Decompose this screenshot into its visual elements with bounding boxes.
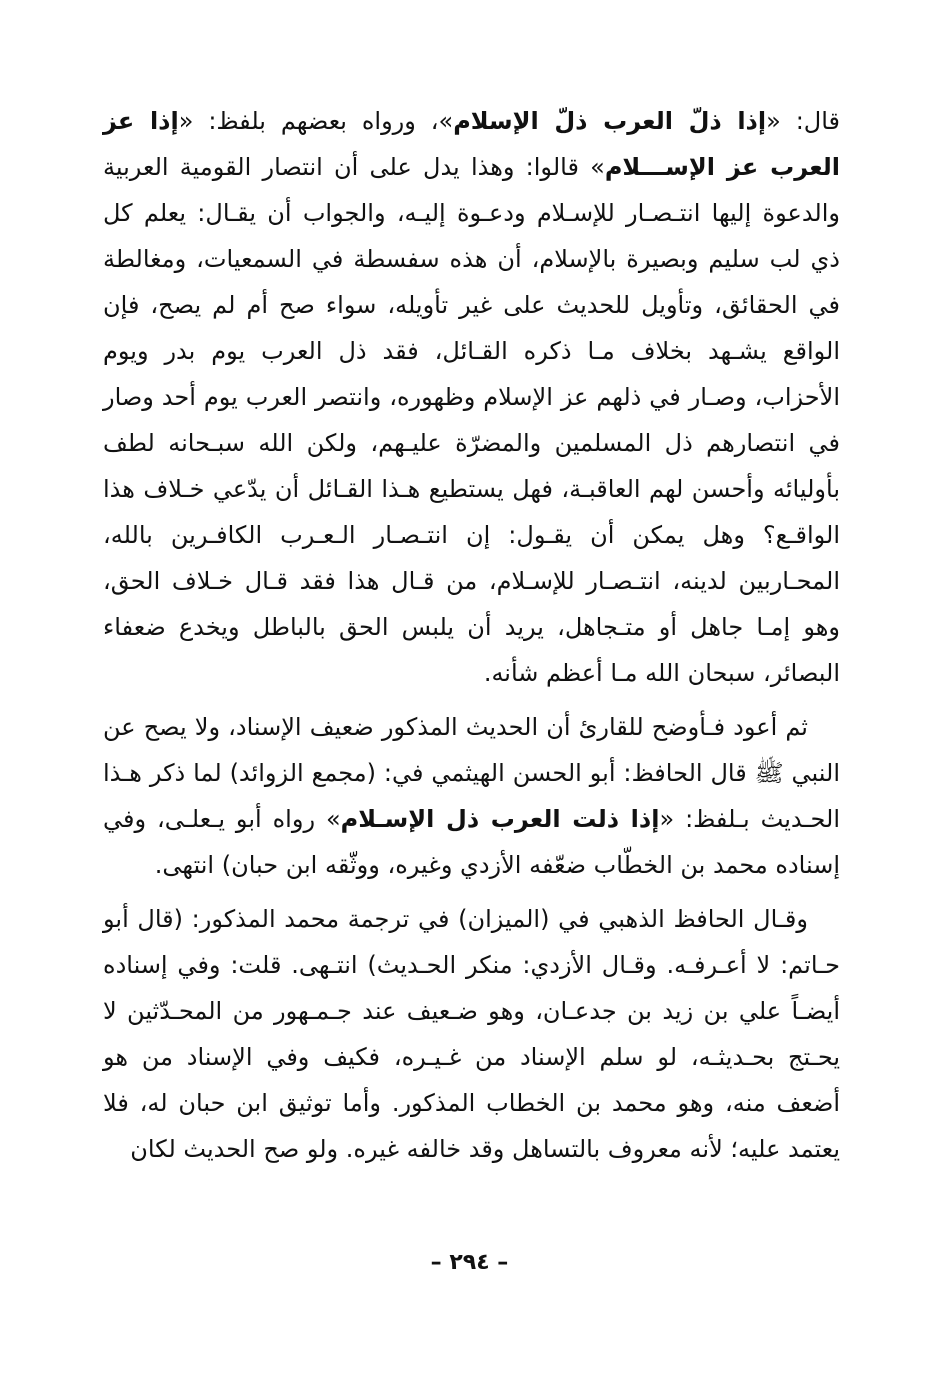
paragraph <box>103 896 840 1172</box>
paragraph <box>103 98 840 696</box>
body-text: قال: « <box>766 107 841 135</box>
hadith-quote-text: إذا ذلّ العرب ذلّ الإسلام <box>453 107 767 135</box>
hadith-quote-text: إذا عز العرب عز الإســـلام <box>103 107 840 181</box>
hadith-quote-text: إذا ذلت العرب ذل الإسـلام <box>340 805 660 833</box>
page-body-text <box>103 98 840 1172</box>
body-text: ثم أعود فـأوضح للقارئ أن الحديث المذكور ضعيف الإسناد، ولا يصح عن النبي ﷺ قال الحافظ: أبو الحسن الهيثمي في: (مجمع الزوائد) لما ذكر هـذا الحـديث بـلفظ: « <box>103 713 840 833</box>
body-text: وقـال الحافظ الذهبي في (الميزان) في ترجمة محمد المذكور: (قال أبو حـاتم: لا أعـرفـه. وقـال الأزدي: منكر الحـديث) انتـهى. قلت: وفي إسناده أيضـاً علي بن زيد بن جدعـان، وهو ضـعيف عند جـمـهور من المحـدّثين لا يحـتج بحـديثـه، لو سلم الإسناد من غـيـره، فكيف وفي الإسناد من هو أضعف منه، وهو محمد بن الخطاب المذكور. وأما توثيق ابن حبان له، فلا يعتمد عليه؛ لأنه معروف بالتساهل وقد خالفه غيره. ولو صح الحديث لكان <box>103 905 840 1163</box>
body-text: » رواه أبو يـعلـى، وفي إسناده محمد بن الخطّاب ضعّفه الأزدي وغيره، ووثّقه ابن حبان) انتهى. <box>103 805 840 879</box>
body-text: »، ورواه بعضهم بلفظ: « <box>178 107 454 135</box>
body-text: » قالوا: وهذا يدل على أن انتصار القومية العربية والدعوة إليها انتـصـار للإسـلام ودعـوة إليـه، والجواب أن يقـال: يعلم كل ذي لب سليم وبصيرة بالإسلام، أن هذه سفسطة في السمعيات، ومغالطة في الحقائق، وتأويل للحديث على غير تأويله، سواء صح أم لم يصح، فإن الواقع يشـهد بخلاف مـا ذكره القـائل، فقد ذل العرب يوم بدر ويوم الأحزاب، وصـار في ذلهم عز الإسلام وظهوره، وانتصر العرب يوم أحد وصار في انتصارهم ذل المسلمين والمضرّة عليـهم، ولكن الله سبـحانه لطف بأوليائه وأحسن لهم العاقبـة، فهل يستطيع هـذا القـائل أن يدّعي خـلاف هذا الواقـع؟ وهل يمكن أن يقـول: إن انتـصـار الـعـرب الكافـرين بالله، المحـاربين لدينه، انتـصـار للإسـلام، من قـال هذا فقد قـال خـلاف الحق، وهو إمـا جاهل أو متـجاهل، يريد أن يلبس الحق بالباطل ويخدع ضعفاء البصائر، سبحان الله مـا أعظم شأنه. <box>103 153 840 687</box>
paragraph <box>103 704 840 888</box>
page-number: – ٢٩٤ – <box>430 1250 509 1275</box>
